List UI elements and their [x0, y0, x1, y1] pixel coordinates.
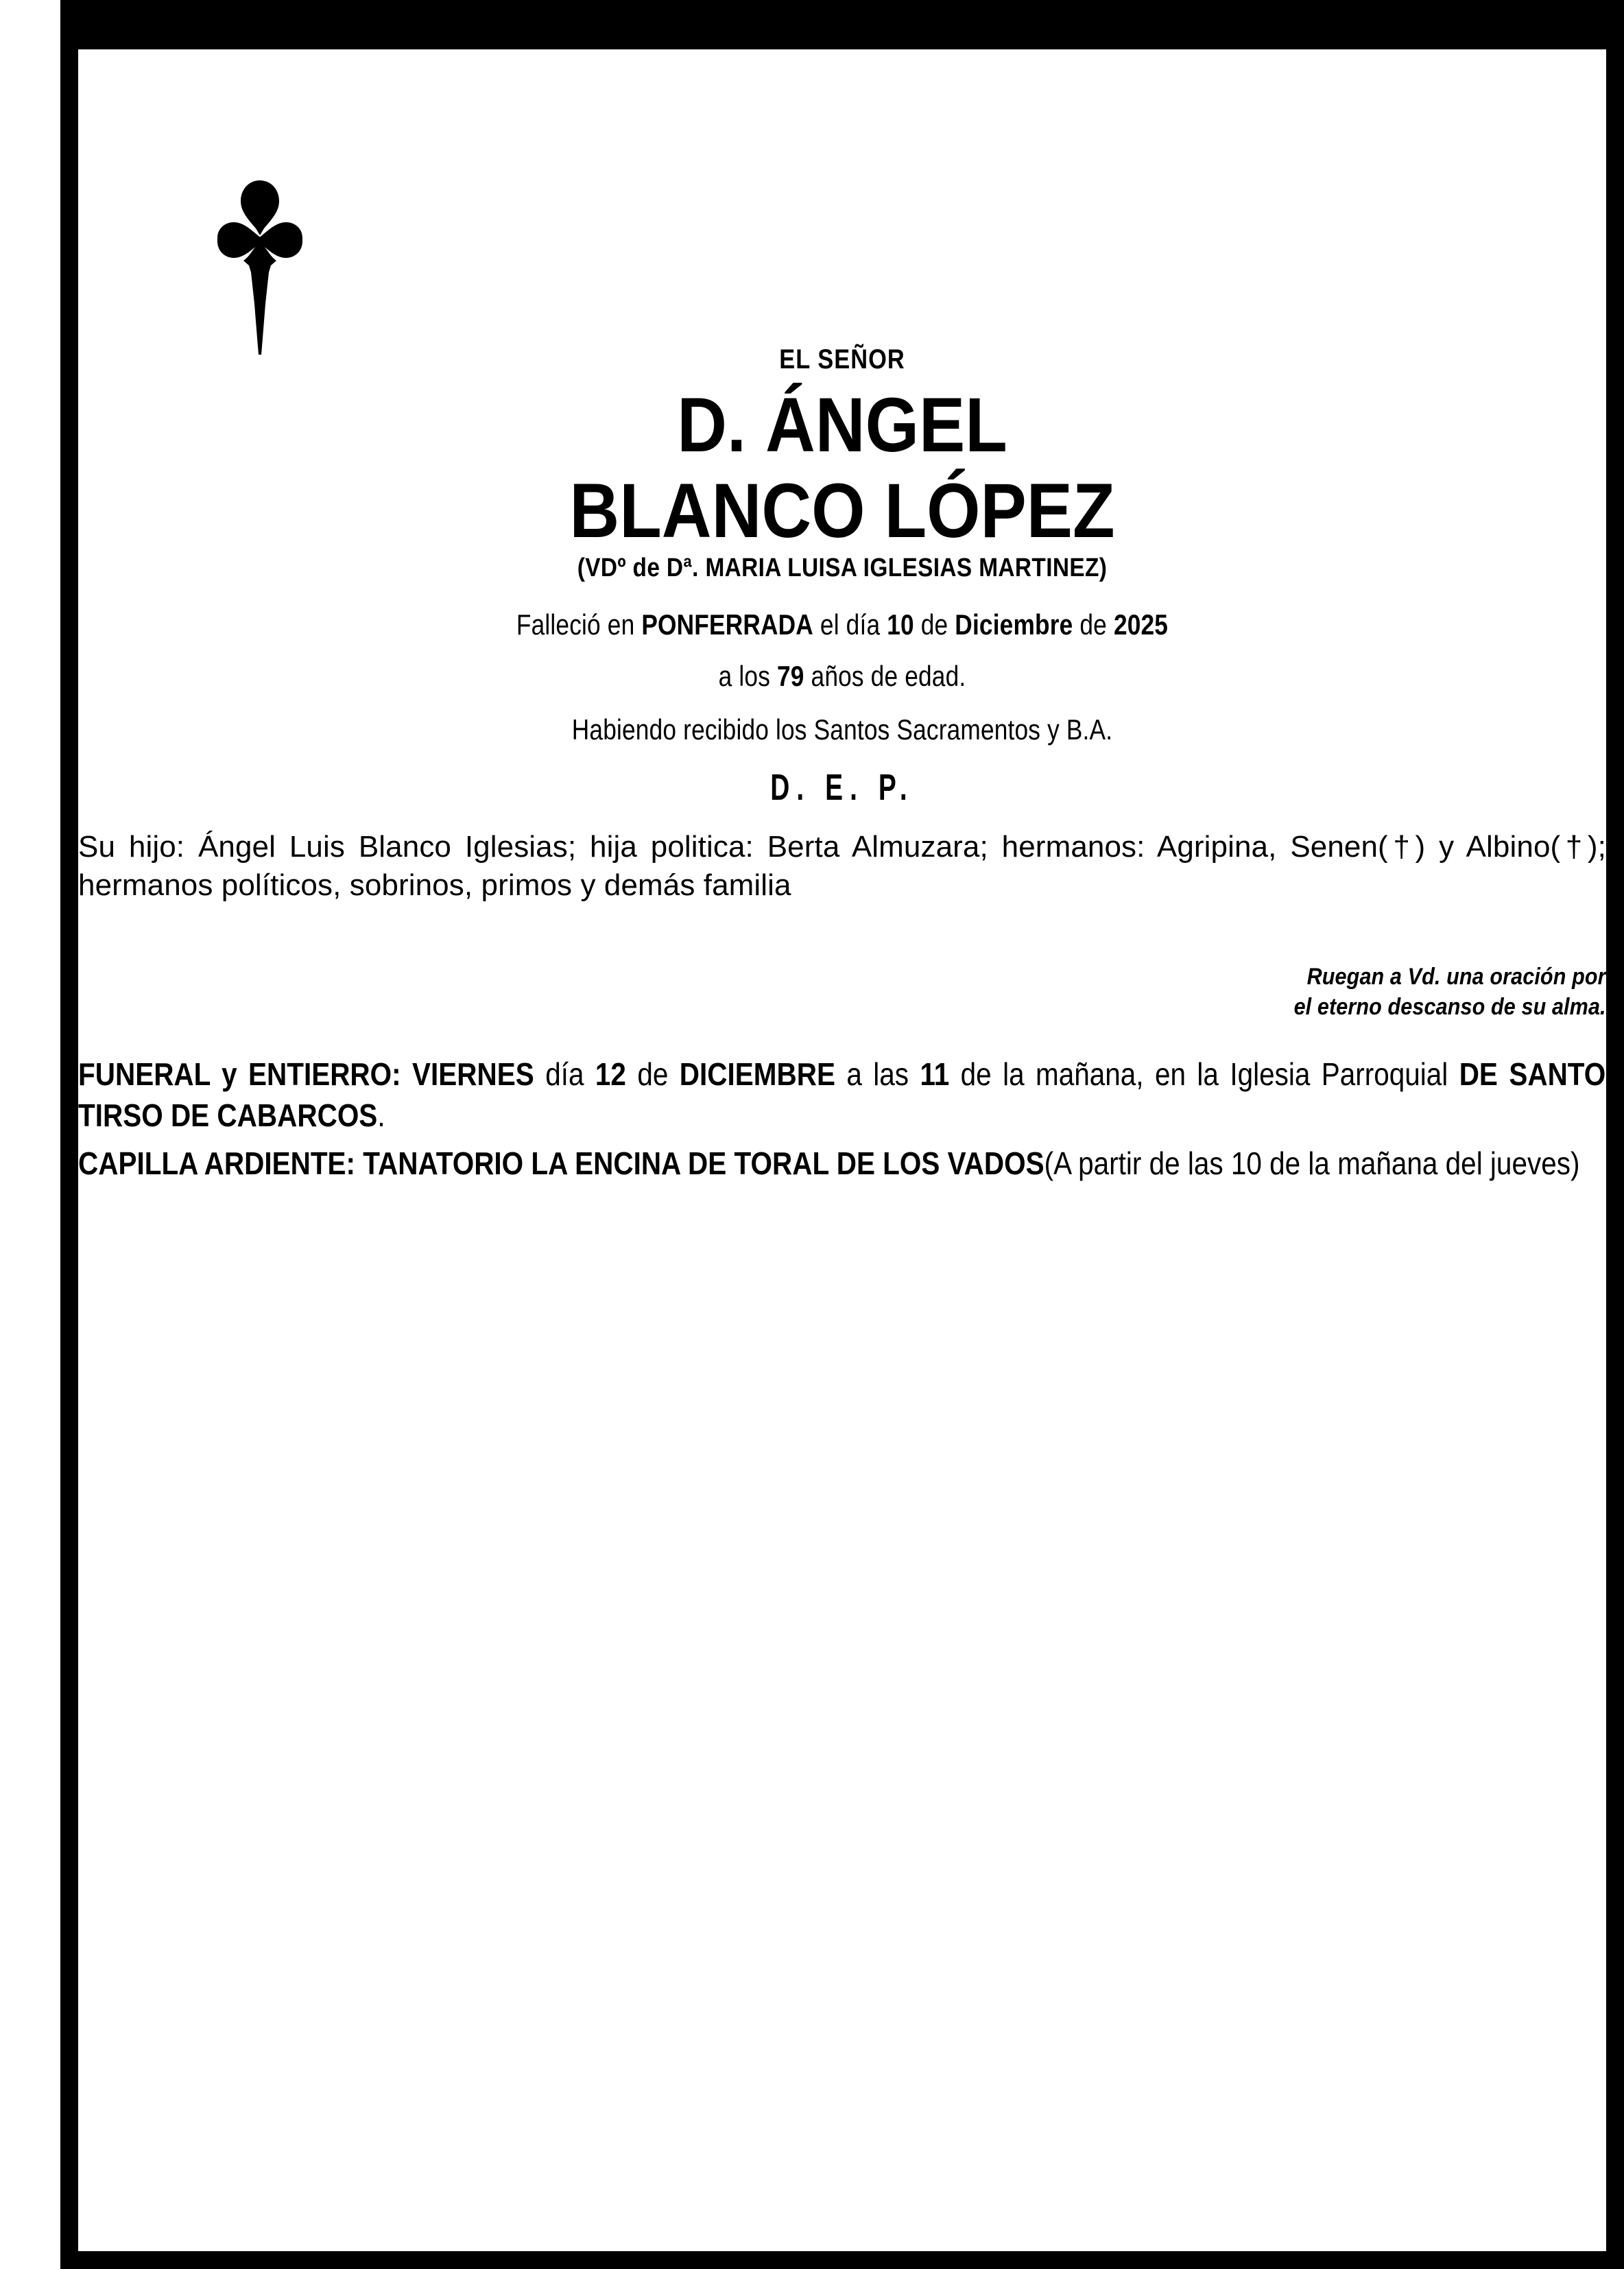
- notice-content: [78, 49, 1606, 2251]
- prayer-line-2: el eterno descanso de su alma.: [1293, 994, 1606, 1021]
- chapel-place: TANATORIO LA ENCINA DE TORAL DE LOS VADOS: [363, 1145, 1044, 1181]
- funeral-details: [78, 1054, 1606, 1137]
- chapel-label: CAPILLA ARDIENTE: [78, 1145, 346, 1181]
- prayer-line-1: Ruegan a Vd. una oración por: [1306, 964, 1606, 990]
- death-line: [200, 608, 1484, 641]
- funeral-church: DE SANTO TIRSO DE CABARCOS: [78, 1056, 1606, 1133]
- chapel-text: [78, 1143, 1605, 1185]
- cross-of-saint-james-icon: [205, 169, 315, 355]
- chapel-note: (A partir de las 10 de la mañana del jueves): [1044, 1145, 1580, 1181]
- funeral-time-suffix: de la mañana, en la Iglesia Parroquial: [949, 1056, 1459, 1092]
- funeral-day-word: día: [534, 1056, 595, 1092]
- funeral-month: DICIEMBRE: [679, 1056, 835, 1092]
- death-prefix: Falleció en: [516, 608, 642, 641]
- family-paragraph: [78, 828, 1606, 905]
- death-day: 10: [887, 608, 914, 641]
- funeral-label: FUNERAL y ENTIERRO:: [78, 1056, 401, 1092]
- page-title: [154, 382, 1529, 554]
- deceased-name-line-1: D. ÁNGEL: [677, 382, 1007, 468]
- funeral-text: [78, 1054, 1605, 1137]
- spouse-note: (VDº de Dª. MARIA LUISA IGLESIAS MARTINEZ): [577, 554, 1108, 582]
- death-year: 2025: [1113, 608, 1169, 641]
- funeral-day: 12: [595, 1056, 626, 1092]
- family-text: Su hijo: Ángel Luis Blanco Iglesias; hija politica: Berta Almuzara; hermanos: Agripina, Senen(†) y Albino(†); hermanos políticos, sobrinos, primos y demás familia: [78, 830, 1606, 903]
- age-line: [200, 660, 1484, 693]
- funeral-time-prefix: a las: [835, 1056, 920, 1092]
- age-value: 79: [776, 660, 804, 692]
- death-month: Diciembre: [955, 608, 1073, 641]
- dep-line: D. E. P.: [770, 767, 914, 808]
- chapel-details: [78, 1143, 1606, 1185]
- funeral-end: .: [377, 1097, 385, 1133]
- chapel-colon: :: [346, 1145, 363, 1181]
- death-of2: de: [1073, 608, 1114, 641]
- age-prefix: a los: [718, 660, 777, 692]
- death-place: PONFERRADA: [641, 608, 813, 641]
- funeral-weekday: VIERNES: [401, 1056, 534, 1092]
- funeral-of: de: [625, 1056, 680, 1092]
- death-mid: el día: [813, 608, 887, 641]
- age-suffix: años de edad.: [804, 660, 966, 692]
- frame-top-bar: [60, 0, 1624, 49]
- honorific-label: EL SEÑOR: [779, 344, 905, 375]
- death-of: de: [914, 608, 955, 641]
- funeral-time: 11: [920, 1056, 950, 1092]
- deceased-name-line-2: BLANCO LÓPEZ: [569, 468, 1115, 554]
- sacraments-line: Habiendo recibido los Santos Sacramentos y B.A.: [571, 713, 1113, 746]
- prayer-request: [1294, 962, 1606, 1022]
